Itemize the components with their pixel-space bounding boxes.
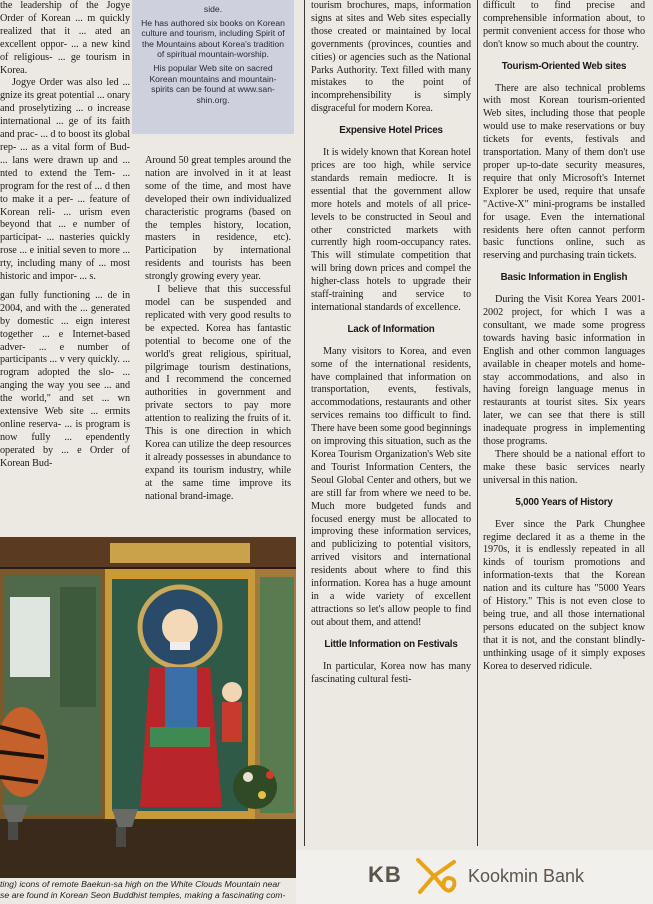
col3-paragraph: In particular, Korea now has many fascinating cultural festi- bbox=[311, 660, 471, 685]
column-2 bbox=[145, 155, 291, 530]
subheading: Tourism-Oriented Web sites bbox=[501, 60, 627, 72]
bio-line: He has authored six books on Korean culture and tourism, including Spirit of the Mountains about Korea's tradition of spiritual mountain-worship. bbox=[141, 17, 285, 60]
kb-wordmark: KB bbox=[368, 862, 402, 887]
caption-line: ting) icons of remote Baekun-sa high on the White Clouds Mountain near bbox=[0, 879, 281, 889]
kb-star-logo-icon bbox=[414, 856, 458, 896]
col1-paragraph: gan fully functioning ... de in 2004, and with the ... generated by domestic ... eign interest together ... e Internet-based adver- ... e number of participants ... v very quickly. ... rogram adopted the slo- ... anging the way you see ... and the world," and set ... wn extensive Web site ... ermits online reserva- ... is program is now fully ... ependently operated by ... e Order of Korean Bud- bbox=[0, 289, 130, 469]
column-rule bbox=[477, 0, 478, 846]
kookmin-bank-ad bbox=[296, 850, 653, 904]
author-bio-box bbox=[132, 0, 294, 134]
col4-paragraph: difficult to find precise and comprehensible information about, to permit convenient access for those who don't know so much about the country. bbox=[483, 0, 645, 50]
col3-paragraph: It is widely known that Korean hotel prices are too high, while service standards remain mediocre. It is essential that the government allow more hotels and motels of all price-levels to be constructed in Seoul and other constricted markets with currently high room-occupancy rates. This will stimulate competition that will bring down prices and compel the higher-class hotels to upgrade their staff-training and service to international standards of excellence. bbox=[311, 147, 471, 313]
col4-paragraph: Ever since the Park Chunghee regime declared it as a theme in the 1970s, it is endlessly repeated in all kinds of tourism promotions and information-texts that the Korean nation and its culture has "5000 Years of History." This is not even close to being true, and all those international persons educated on the subject know that it is not, and the constant blindly-unthinking usage of it simply exposes Korea to deserved ridicule. bbox=[483, 518, 645, 672]
temple-icon-photo bbox=[0, 537, 296, 878]
column-1 bbox=[0, 0, 130, 520]
column-4 bbox=[483, 0, 645, 846]
col2-paragraph: Around 50 great temples around the nation are involved in it at least some of the time, and most have developed their own individualized characteristic programs (based on the temples history, location, masters in residence, etc). Participation by international residents and tourists has been strongly growing every year. bbox=[145, 155, 291, 283]
col3-paragraph: Many visitors to Korea, and even some of the international residents, have complained that information on transportation, events, festivals, accommodations, restaurants and other services remains too difficult to find. There have been some good beginnings on improving this situation, such as the Korea Tourism Organization's Web site and Tourist Information Centers, the Seoul Global Center and others, but we are still far from where we need to be. Much more budgeted funds and focused energy must be allocated to improving these information services, and publicizing to potential visitors, arrived visitors and international residents about where to find this information. Korea has a huge amount in a wide variety of excellent attractions so let's allow people to find out about them, and attend! bbox=[311, 345, 471, 628]
col2-paragraph: I believe that this successful model can be suspended and replicated with very good results to be expected. Korea has fantastic potential to become one of the world's great religious, spiritual, pilgrimage tourism destinations, and I recommend the concerned authorities in government and private sectors to pay more attention to realizing the fruits of it. This is one direction in which Korea can utilize the deep resources it already possesses in abundance to expand its tourism industry, while at the same time improve its national brand-image. bbox=[145, 284, 291, 502]
subheading: Little Information on Festivals bbox=[324, 638, 458, 650]
col4-paragraph: There should be a national effort to make these basic services nearly universal in this nation. bbox=[483, 449, 645, 486]
subheading: Lack of Information bbox=[347, 323, 435, 335]
col4-paragraph: There are also technical problems with most Korean tourism-oriented Web sites, including those that people would use to make reservations or buy tickets for events, festivals and transportation. Many of them don't use proper up-to-date security measures, require that only Microsoft's Internet Explorer be used, require that unsafe "Active-X" mini-programs be installed for usage. Even the international residents here often cannot perform basic functions online, such as reserving and purchasing train tickets. bbox=[483, 82, 645, 262]
column-rule bbox=[304, 0, 305, 846]
photo-caption bbox=[0, 879, 296, 900]
bio-line: side. bbox=[203, 4, 223, 14]
caption-line: se are found in Korean Seon Buddhist temples, making a fascinating com- bbox=[0, 889, 286, 900]
col1-paragraph: the leadership of the Jogye Order of Korean ... m quickly realized that it ... ated an excellent oppor- ... a new kind of religious- ... ge tourism in Korea. bbox=[0, 0, 130, 76]
subheading: Basic Information in English bbox=[500, 272, 628, 284]
column-3 bbox=[311, 0, 471, 846]
bio-line: His popular Web site on sacred Korean mountains and mountain-spirits can be found at www.san-shin.org. bbox=[149, 62, 277, 105]
col4-paragraph: During the Visit Korea Years 2001-2002 project, for which I was a consultant, we made some progress towards having basic information in English and other common languages available in cheaper motels and home-stay accommodations, and also in having foreign language menus in restaurants at tourist sites. Six years later, we can see that there is still inadequate progress in implementing those programs. bbox=[483, 294, 645, 448]
col1-paragraph: Jogye Order was also led ... gnize its great potential ... onary and proselytizing ... o increase international ... ge of its faith and prac- ... d to boost its global rep- ... as a vital form of Bud- ... lans were drawn up and ... nted to extend the Tem- ... program for the rest of ... d then to make it a per- ... feature of Korean reli- ... urism even beyond that ... e number of participat- ... nasteries quickly rose ... e initial seven to more ... rty, including many of ... most historic and impor- ... s. bbox=[0, 77, 130, 283]
col3-paragraph: tourism brochures, maps, information signs at sites and Web sites especially those created or maintained by local governments (provinces, counties and cities) or agencies such as the National Parks Authority. Text filled with many mistakes to the point of incomprehensibility is simply disgraceful for modern Korea. bbox=[311, 0, 471, 115]
bank-name: Kookmin Bank bbox=[468, 866, 585, 886]
subheading: Expensive Hotel Prices bbox=[339, 125, 443, 137]
subheading: 5,000 Years of History bbox=[515, 496, 613, 508]
temple-painting-illustration bbox=[0, 537, 296, 878]
